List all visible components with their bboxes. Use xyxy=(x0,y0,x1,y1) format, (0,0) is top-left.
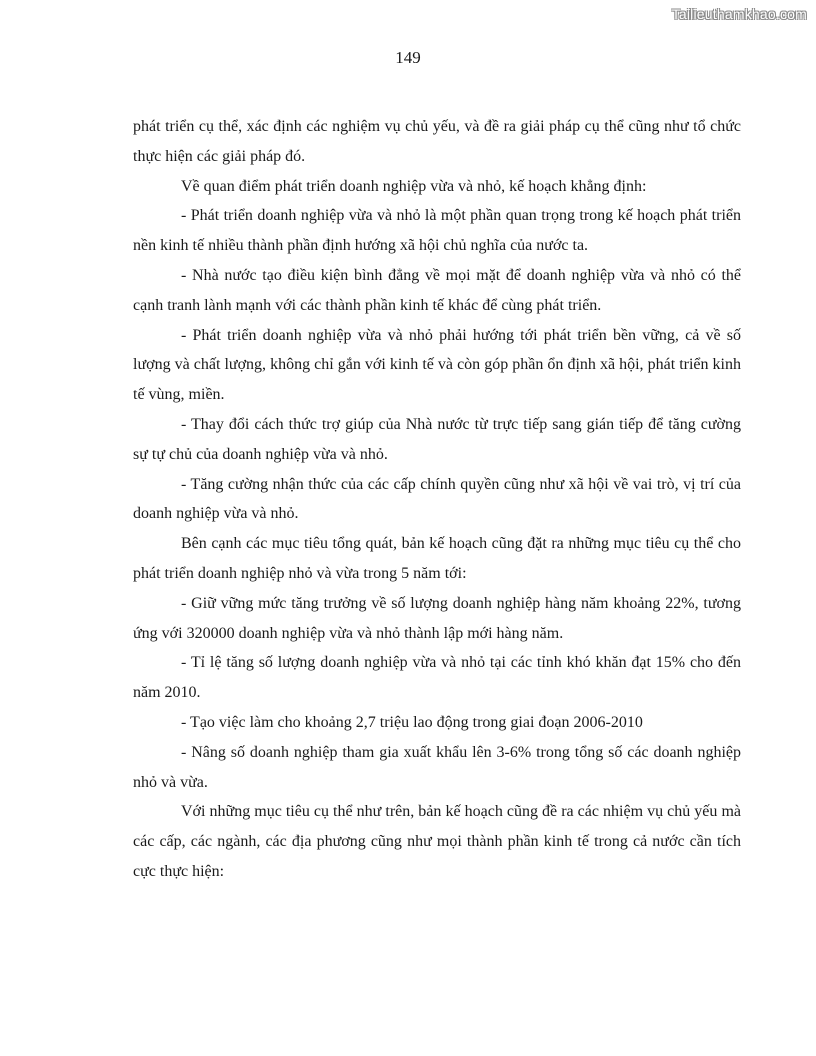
paragraph: - Tỉ lệ tăng số lượng doanh nghiệp vừa và nhỏ tại các tỉnh khó khăn đạt 15% cho đến năm 2010. xyxy=(133,654,741,702)
paragraph: Về quan điểm phát triển doanh nghiệp vừa và nhỏ, kế hoạch khẳng định: xyxy=(181,177,647,195)
paragraph: - Giữ vững mức tăng trưởng về số lượng doanh nghiệp hàng năm khoảng 22%, tương ứng với 320000 doanh nghiệp vừa và nhỏ thành lập mới hàng năm. xyxy=(133,594,741,642)
paragraph: - Nâng số doanh nghiệp tham gia xuất khẩu lên 3-6% trong tổng số các doanh nghiệp nhỏ và vừa. xyxy=(133,743,741,791)
paragraph: - Tăng cường nhận thức của các cấp chính quyền cũng như xã hội về vai trò, vị trí của doanh nghiệp vừa và nhỏ. xyxy=(133,475,741,523)
document-body xyxy=(133,112,741,887)
paragraph: phát triển cụ thể, xác định các nghiệm vụ chủ yếu, và đề ra giải pháp cụ thể cũng như tổ chức thực hiện các giải pháp đó. xyxy=(133,118,741,165)
paragraph: Với những mục tiêu cụ thể như trên, bản kế hoạch cũng đề ra các nhiệm vụ chủ yếu mà các cấp, các ngành, các địa phương cũng như mọi thành phần kinh tế trong cả nước cần tích cực thực hiện: xyxy=(133,803,741,880)
paragraph: Bên cạnh các mục tiêu tổng quát, bản kế hoạch cũng đặt ra những mục tiêu cụ thể cho phát triển doanh nghiệp nhỏ và vừa trong 5 năm tới: xyxy=(133,535,741,582)
paragraph: - Thay đổi cách thức trợ giúp của Nhà nước từ trực tiếp sang gián tiếp để tăng cường sự tự chủ của doanh nghiệp vừa và nhỏ. xyxy=(133,415,741,463)
page-number: 149 xyxy=(395,48,421,67)
paragraph: - Phát triển doanh nghiệp vừa và nhỏ phải hướng tới phát triển bền vững, cả về số lượng và chất lượng, không chỉ gắn với kinh tế và còn góp phần ổn định xã hội, phát triển kinh tế vùng, miền. xyxy=(133,326,741,404)
watermark-logo: Tailieuthamkhao.com xyxy=(671,6,807,22)
paragraph: - Nhà nước tạo điều kiện bình đẳng về mọi mặt để doanh nghiệp vừa và nhỏ có thể cạnh tranh lành mạnh với các thành phần kinh tế khác để cùng phát triển. xyxy=(133,266,741,314)
paragraph: - Phát triển doanh nghiệp vừa và nhỏ là một phần quan trọng trong kế hoạch phát triển nền kinh tế nhiều thành phần định hướng xã hội chủ nghĩa của nước ta. xyxy=(133,207,741,255)
paragraph: - Tạo việc làm cho khoảng 2,7 triệu lao động trong giai đoạn 2006-2010 xyxy=(181,713,643,731)
